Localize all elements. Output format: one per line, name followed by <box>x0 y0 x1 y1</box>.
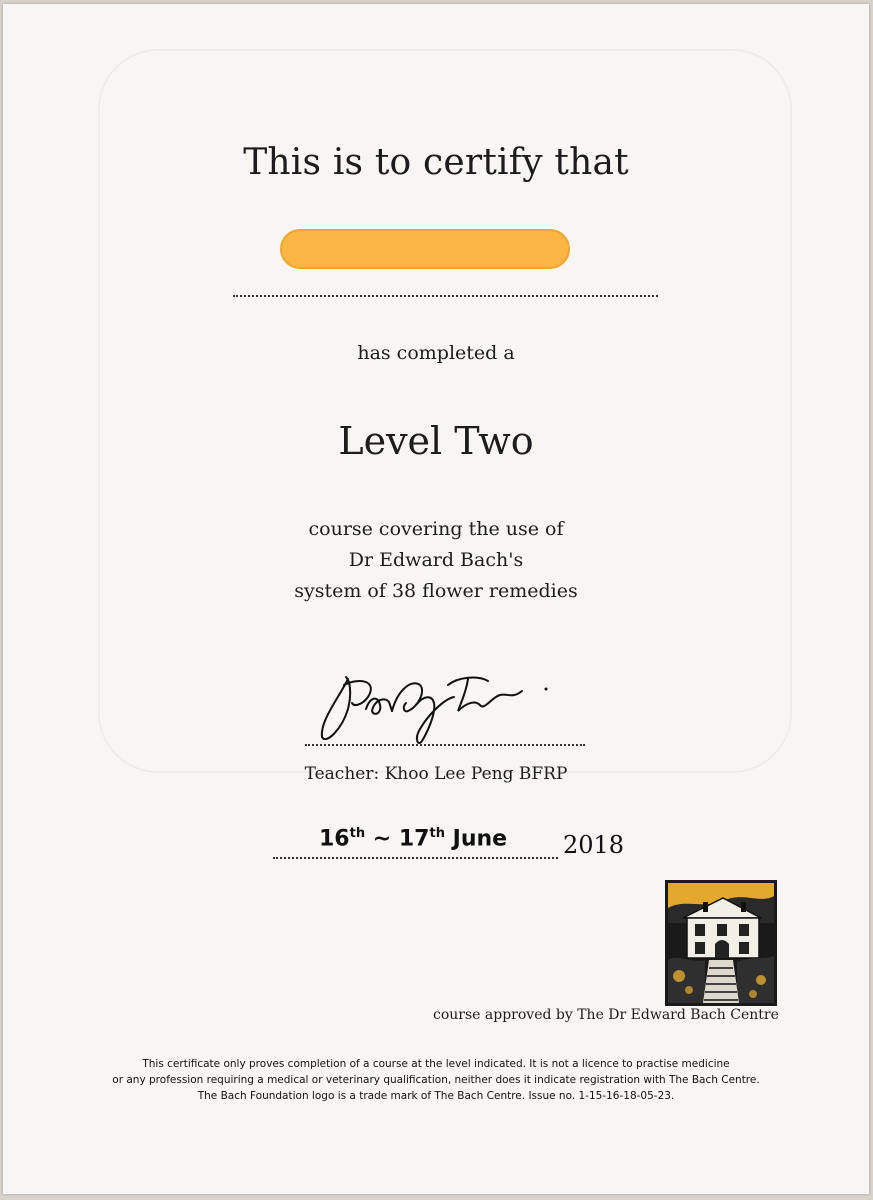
date-day-start-suffix: th <box>349 826 366 841</box>
disclaimer-line: This certificate only proves completion of a course at the level indicated. It is not a licence to practise medicine <box>142 1058 730 1070</box>
disclaimer-line: The Bach Foundation logo is a trade mark of The Bach Centre. Issue no. 1-15-16-18-05-23. <box>197 1090 675 1102</box>
course-line: system of 38 flower remedies <box>294 580 578 602</box>
certificate-heading: This is to certify that <box>243 142 629 183</box>
course-level: Level Two <box>338 419 534 463</box>
date-separator: ~ <box>365 826 399 852</box>
teacher-name: Teacher: Khoo Lee Peng BFRP <box>304 764 568 784</box>
approval-statement: course approved by The Dr Edward Bach Centre <box>433 1007 779 1023</box>
house-woodcut-logo <box>665 880 777 1006</box>
date-day-end-suffix: th <box>429 826 445 841</box>
name-dotted-line <box>233 295 658 297</box>
teacher-signature <box>308 659 558 749</box>
course-date <box>319 826 507 851</box>
date-day-start: 16 <box>319 826 350 852</box>
date-month: June <box>444 826 508 852</box>
recipient-name-redaction <box>280 229 570 269</box>
course-line: Dr Edward Bach's <box>348 549 524 571</box>
completed-text: has completed a <box>357 342 515 364</box>
disclaimer <box>3 1056 869 1104</box>
date-year: 2018 <box>563 831 625 859</box>
date-day-end: 17 <box>398 826 430 852</box>
signature-dotted-line <box>305 744 585 746</box>
disclaimer-line: or any profession requiring a medical or veterinary qualification, neither does it indicate registration with The Bach Centre. <box>112 1074 760 1086</box>
certificate-page <box>3 4 869 1194</box>
date-dotted-line <box>273 857 558 859</box>
course-description <box>3 514 869 607</box>
course-line: course covering the use of <box>308 518 564 540</box>
